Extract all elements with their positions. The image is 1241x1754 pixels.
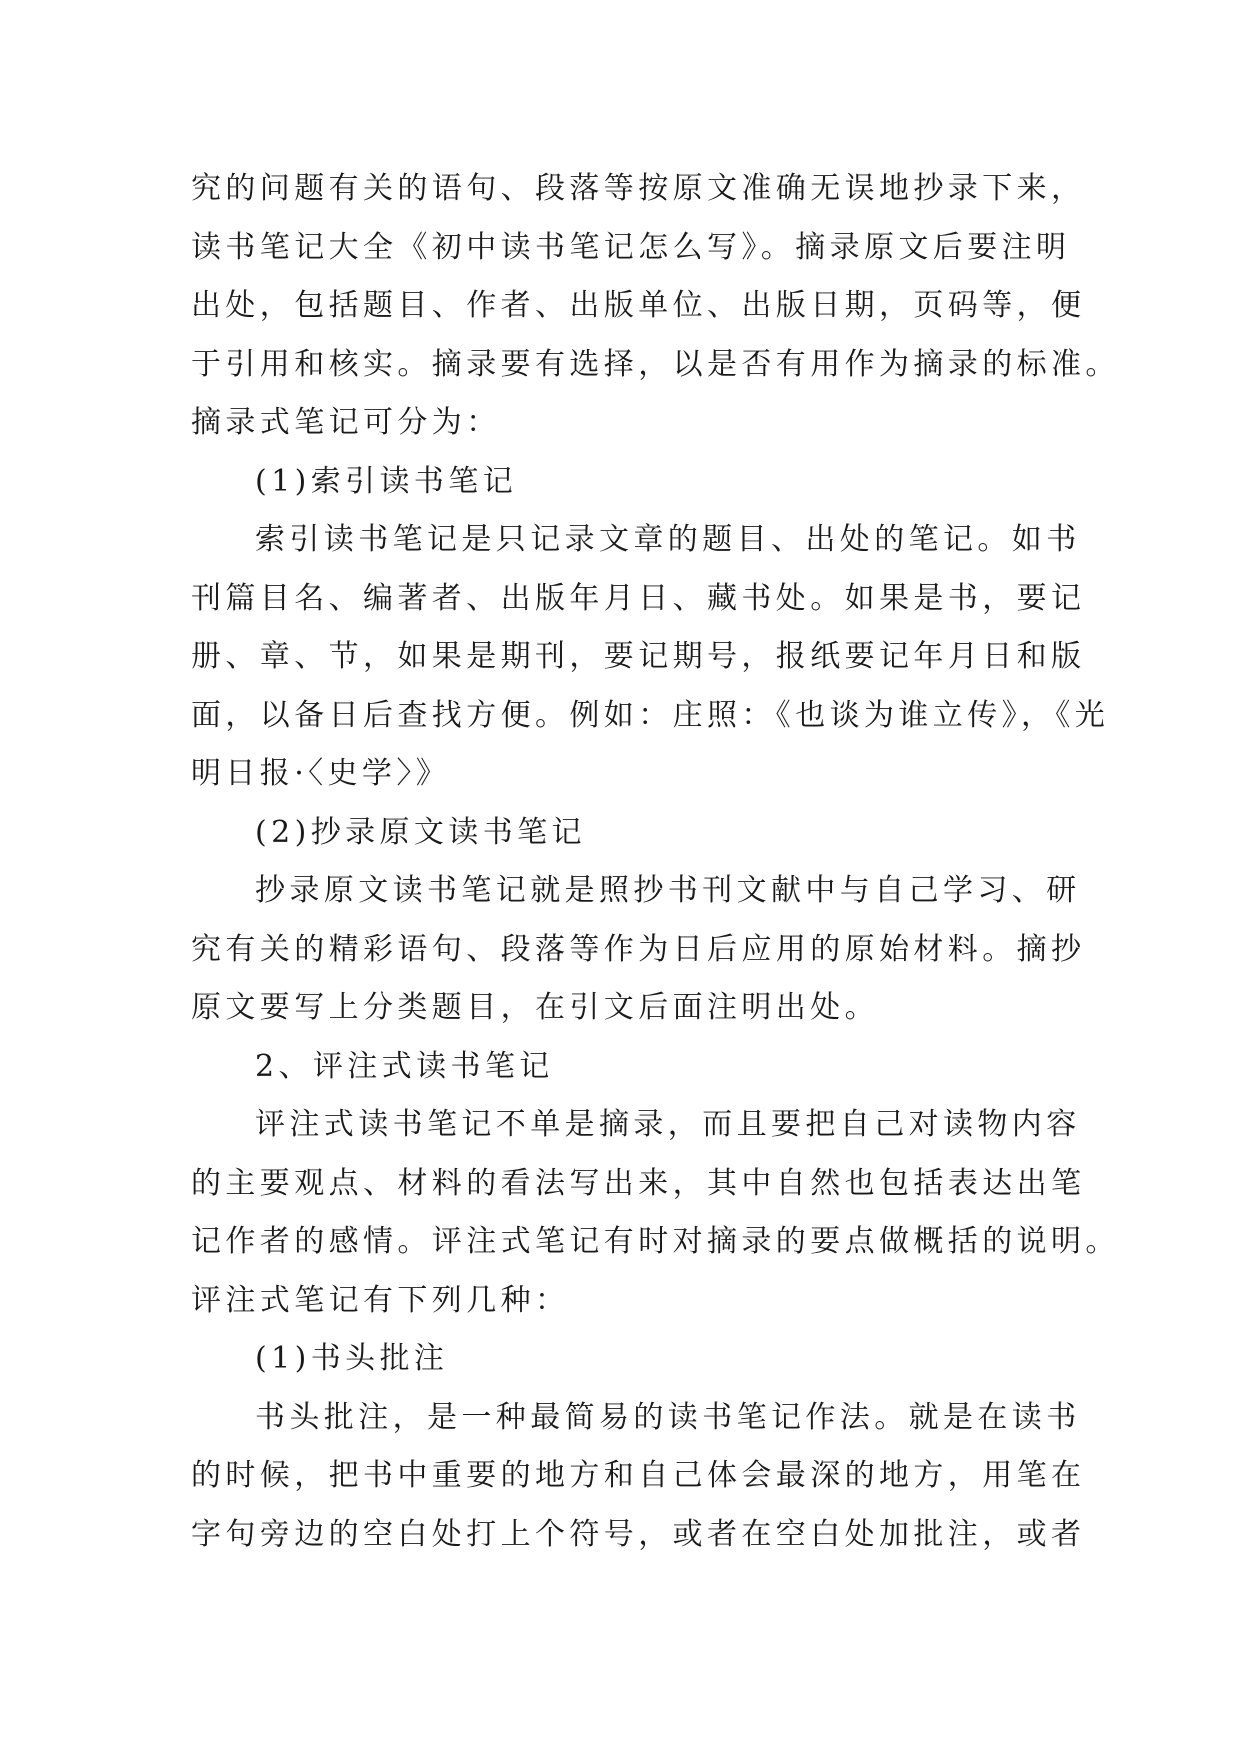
text-line: 究有关的精彩语句、段落等作为日后应用的原始材料。摘抄 bbox=[191, 931, 1086, 967]
subheading: (2)抄录原文读书笔记 bbox=[255, 814, 586, 850]
text-line: 册、章、节，如果是期刊，要记期号，报纸要记年月日和版 bbox=[191, 639, 1086, 674]
document-body bbox=[191, 160, 1120, 1564]
text-line: 明日报·〈史学〉》 bbox=[191, 756, 451, 791]
text-line: 究的问题有关的语句、段落等按原文准确无误地抄录下来， bbox=[191, 171, 1086, 206]
section-heading: 2、评注式读书笔记 bbox=[255, 1048, 554, 1084]
text-line: 记作者的感情。评注式笔记有时对摘录的要点做概括的说明。 bbox=[191, 1224, 1120, 1259]
text-line: 的时候，把书中重要的地方和自己体会最深的地方，用笔在 bbox=[191, 1458, 1086, 1493]
subheading: (1)索引读书笔记 bbox=[255, 463, 518, 499]
text-line: 读书笔记大全《初中读书笔记怎么写》。摘录原文后要注明 bbox=[191, 229, 1071, 265]
text-line: 字句旁边的空白处打上个符号，或者在空白处加批注，或者 bbox=[191, 1516, 1086, 1552]
text-line: 面，以备日后查找方便。例如：庄照：《也谈为谁立传》，《光 bbox=[191, 697, 1110, 733]
text-line: 出处，包括题目、作者、出版单位、出版日期，页码等，便 bbox=[191, 288, 1086, 323]
paragraph-start-line: 抄录原文读书笔记就是照抄书刊文献中与自己学习、研 bbox=[255, 873, 1081, 908]
text-line: 于引用和核实。摘录要有选择，以是否有用作为摘录的标准。 bbox=[191, 346, 1120, 382]
paragraph-start-line: 索引读书笔记是只记录文章的题目、出处的笔记。如书 bbox=[255, 522, 1081, 557]
text-line: 摘录式笔记可分为： bbox=[191, 405, 501, 440]
paragraph-start-line: 评注式读书笔记不单是摘录，而且要把自己对读物内容 bbox=[255, 1107, 1081, 1142]
text-line: 刊篇目名、编著者、出版年月日、藏书处。如果是书，要记 bbox=[191, 580, 1086, 616]
text-line: 的主要观点、材料的看法写出来，其中自然也包括表达出笔 bbox=[191, 1165, 1086, 1201]
paragraph-start-line: 书头批注，是一种最简易的读书笔记作法。就是在读书 bbox=[255, 1399, 1081, 1435]
text-line: 评注式笔记有下列几种： bbox=[191, 1282, 570, 1318]
text-line: 原文要写上分类题目，在引文后面注明出处。 bbox=[191, 990, 879, 1025]
subheading: (1)书头批注 bbox=[255, 1341, 449, 1376]
